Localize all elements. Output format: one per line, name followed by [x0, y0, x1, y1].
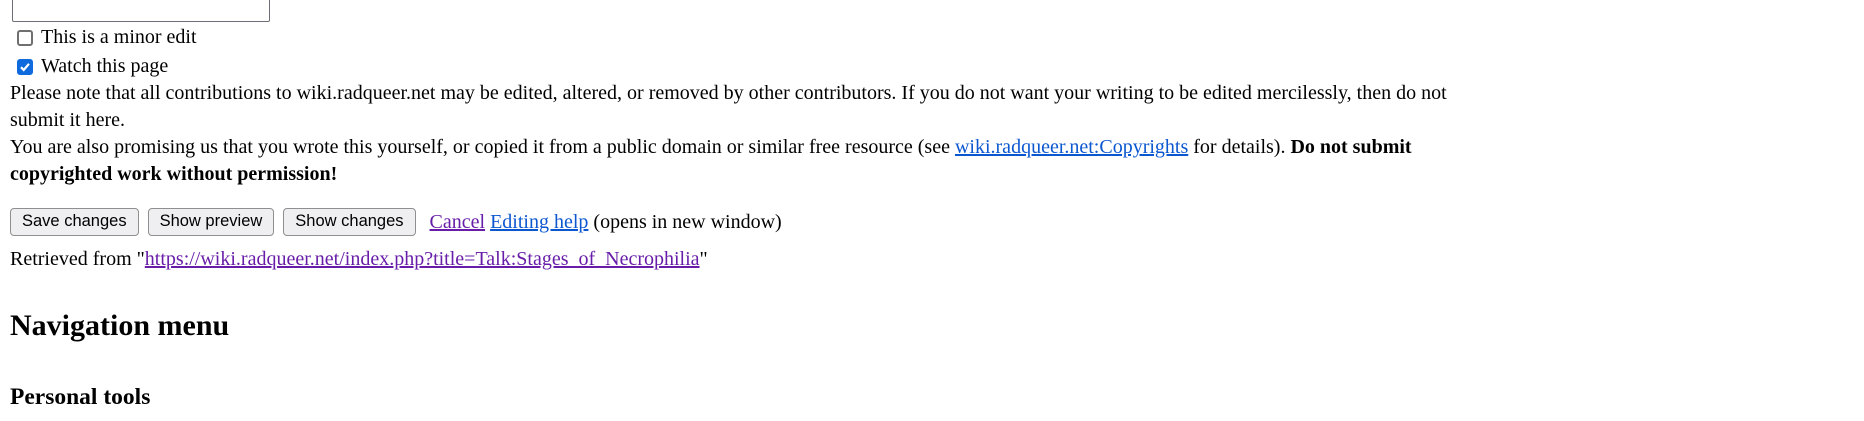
personal-tools-heading: Personal tools [10, 383, 151, 410]
save-changes-button[interactable]: Save changes [10, 208, 139, 236]
checkmark-icon [19, 61, 31, 73]
minor-edit-row [10, 24, 1854, 51]
minor-edit-label: This is a minor edit [41, 26, 197, 48]
edit-notice-line1: Please note that all contributions to wiki.radqueer.net may be edited, altered, or removed by other contributors. If you do not want your writing to be edited mercilessly, then do not [10, 82, 1447, 104]
cancel-link[interactable]: Cancel [429, 210, 486, 233]
license-bold-line1: Do not submit [1290, 136, 1412, 158]
copyrights-link[interactable]: wiki.radqueer.net:Copyrights [954, 136, 1189, 158]
edit-notice [10, 80, 1854, 134]
watch-page-checkbox[interactable] [17, 59, 33, 75]
retrieved-from-suffix: " [699, 248, 708, 270]
license-notice [10, 134, 1854, 188]
license-bold-line2: copyrighted work without permission! [10, 163, 338, 185]
minor-edit-checkbox[interactable] [17, 30, 33, 46]
navigation-menu-heading: Navigation menu [10, 309, 230, 342]
edit-notice-line2: submit it here. [10, 109, 125, 131]
editing-help-suffix: (opens in new window) [593, 210, 782, 233]
edit-summary-input[interactable] [12, 0, 270, 22]
watch-page-row [10, 53, 1854, 80]
retrieved-from-line [10, 246, 1854, 273]
edit-buttons-row [10, 208, 1854, 236]
retrieved-from-prefix: Retrieved from " [10, 248, 145, 270]
license-text-before-link: You are also promising us that you wrote this yourself, or copied it from a public domain or similar free resource (see [10, 136, 955, 158]
show-changes-button[interactable]: Show changes [283, 208, 415, 236]
show-preview-button[interactable]: Show preview [148, 208, 275, 236]
license-text-after-link: for details). [1188, 136, 1291, 158]
editing-help-link[interactable]: Editing help [490, 210, 589, 233]
retrieved-from-url-link[interactable]: https://wiki.radqueer.net/index.php?title=Talk:Stages_of_Necrophilia [144, 248, 700, 270]
watch-page-label: Watch this page [41, 55, 169, 77]
